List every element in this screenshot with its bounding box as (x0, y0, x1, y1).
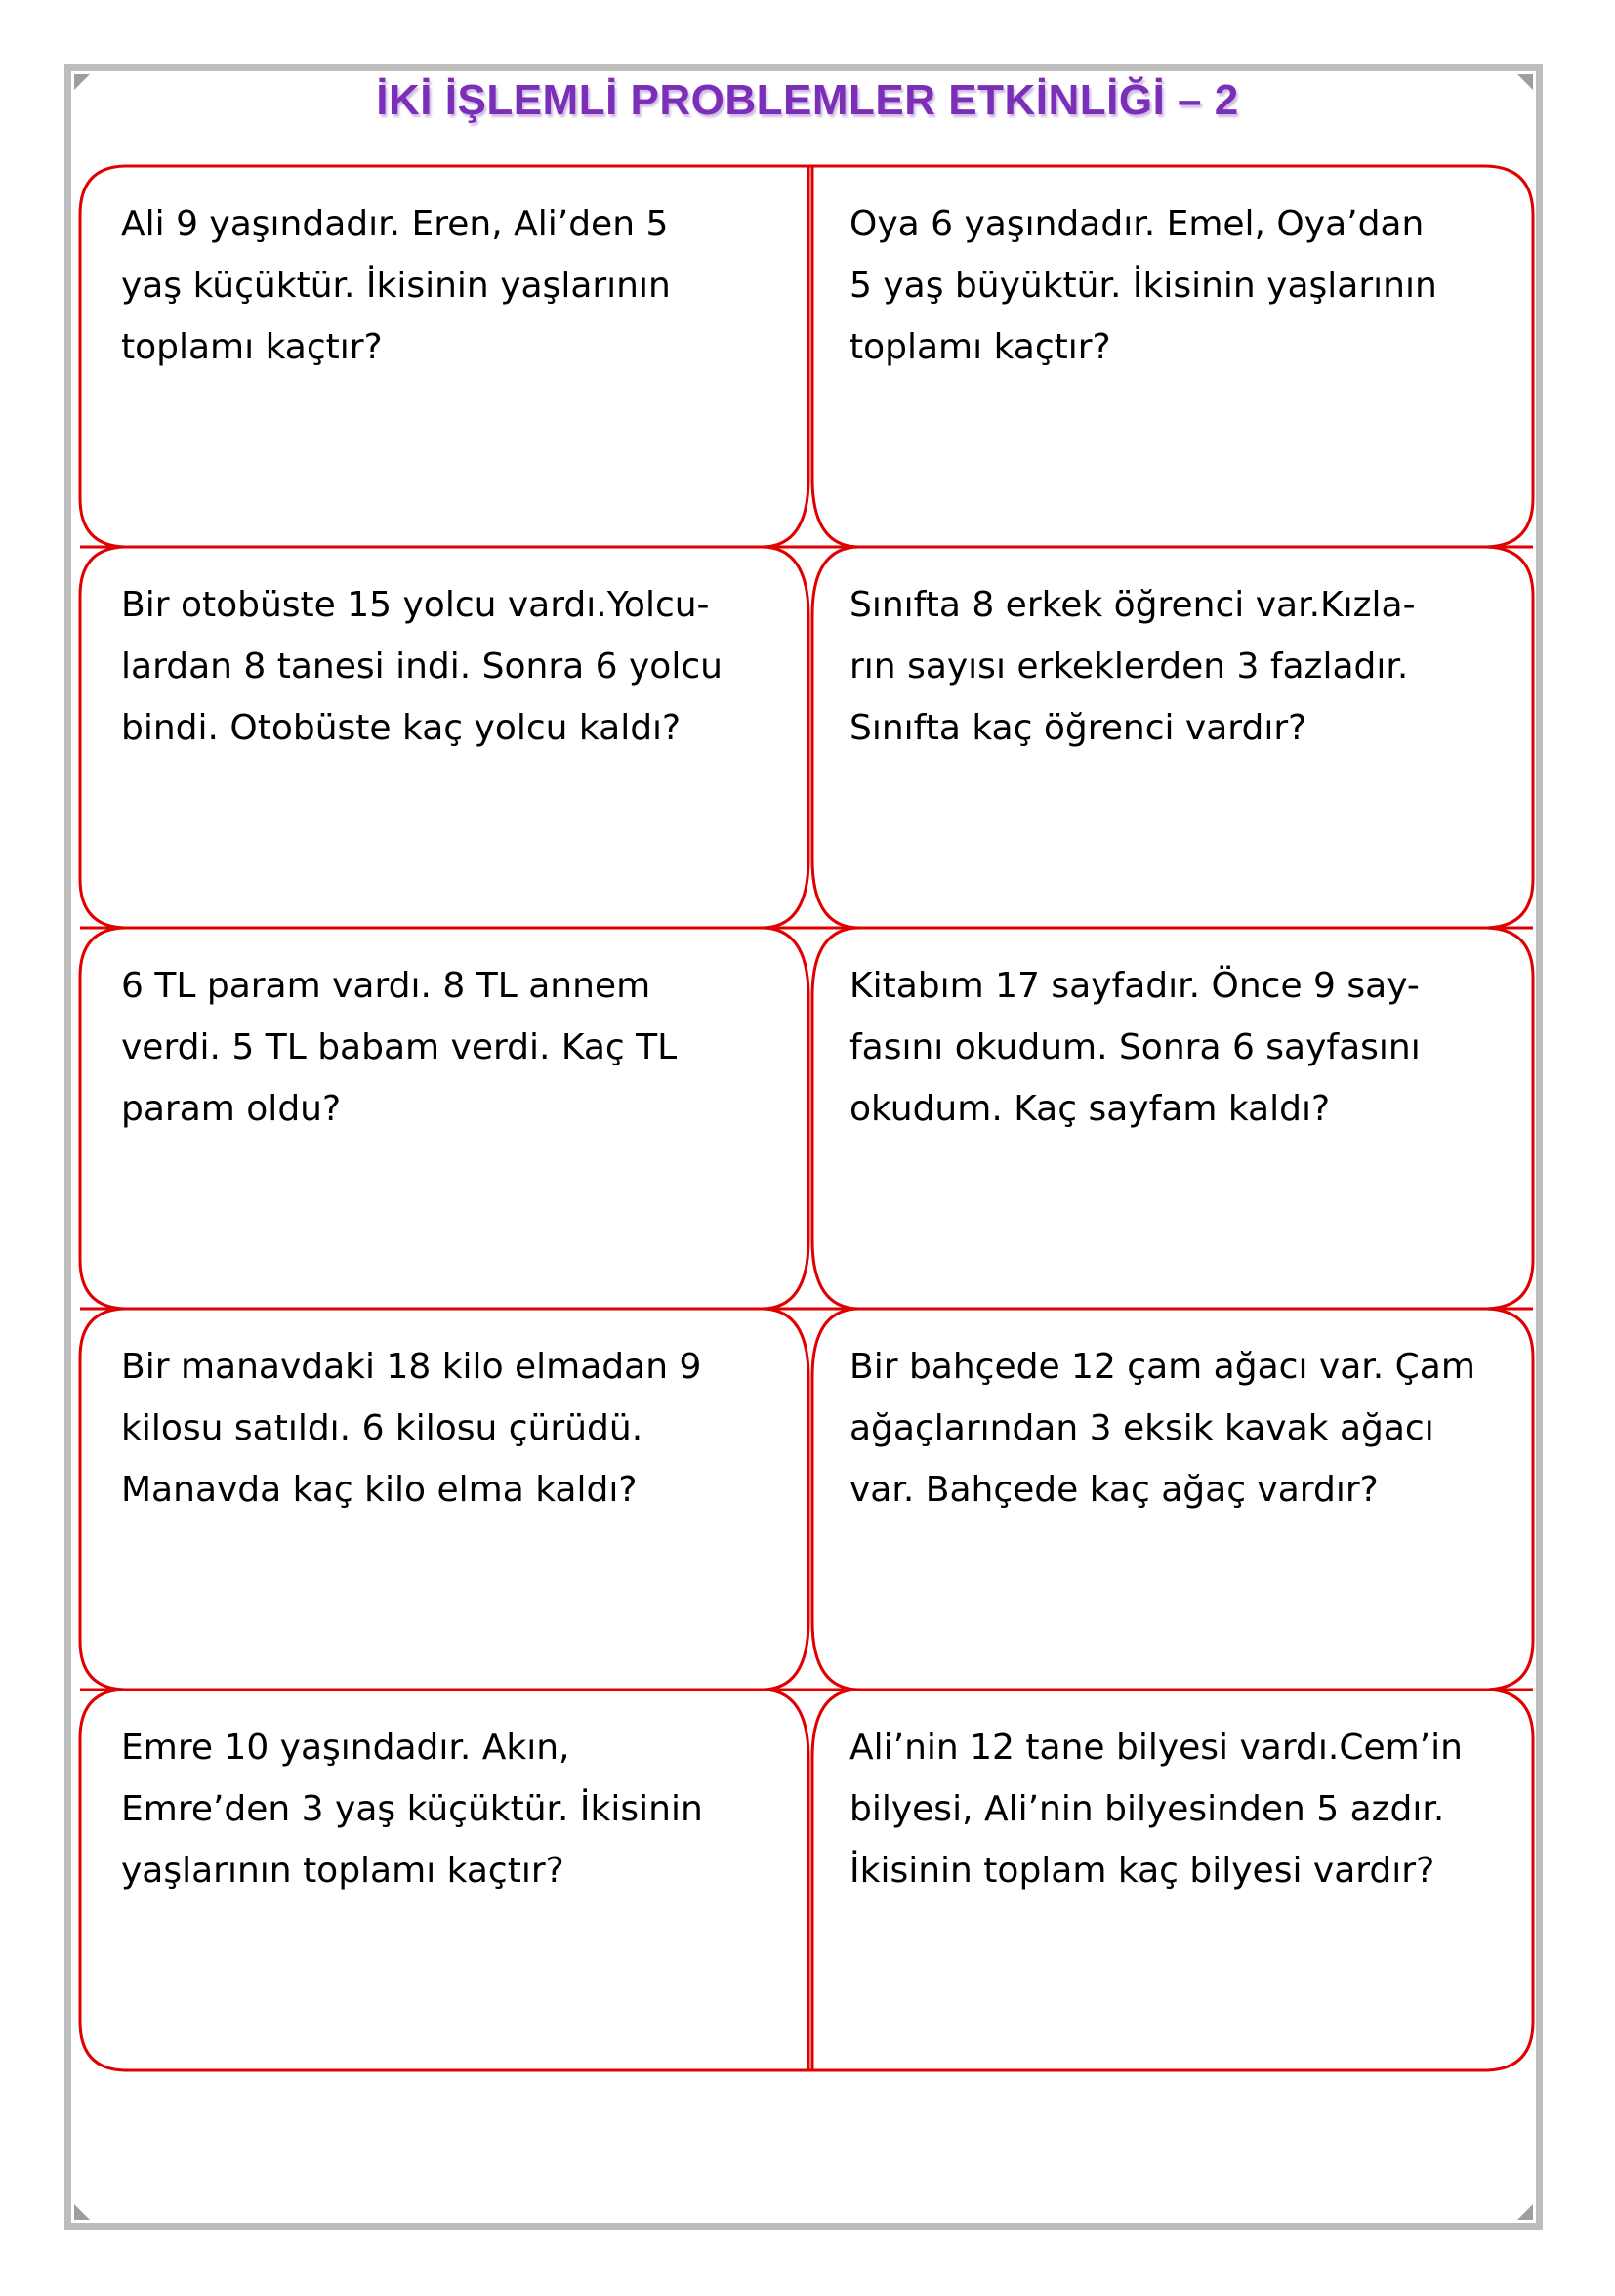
problem-line: lardan 8 tanesi indi. Sonra 6 yolcu (121, 647, 723, 687)
problem-card-1 (121, 193, 785, 378)
problem-line: Sınıfta kaç öğrenci vardır? (849, 708, 1307, 748)
problem-line: Ali’nin 12 tane bilyesi vardı.Cem’in (849, 1728, 1463, 1768)
problem-card-6 (849, 955, 1513, 1140)
problem-line: rın sayısı erkeklerden 3 fazladır. (849, 647, 1409, 687)
problem-card-5 (121, 955, 785, 1140)
problem-card-10 (849, 1717, 1513, 1901)
problem-card-4 (849, 574, 1513, 759)
problem-line: Ali 9 yaşındadır. Eren, Ali’den 5 (121, 204, 669, 244)
problem-line: 5 yaş büyüktür. İkisinin yaşlarının (849, 266, 1437, 306)
problem-line: bilyesi, Ali’nin bilyesinden 5 azdır. (849, 1789, 1445, 1829)
problem-line: Sınıfta 8 erkek öğrenci var.Kızla- (849, 585, 1416, 625)
problem-line: 6 TL param vardı. 8 TL annem (121, 966, 651, 1006)
problem-card-7 (121, 1336, 785, 1521)
problem-line: yaş küçüktür. İkisinin yaşlarının (121, 266, 671, 306)
problem-line: Bir otobüste 15 yolcu vardı.Yolcu- (121, 585, 710, 625)
problem-line: Kitabım 17 sayfadır. Önce 9 say- (849, 966, 1420, 1006)
problem-line: Emre’den 3 yaş küçüktür. İkisinin (121, 1789, 703, 1829)
problem-line: kilosu satıldı. 6 kilosu çürüdü. (121, 1408, 643, 1448)
problem-line: bindi. Otobüste kaç yolcu kaldı? (121, 708, 682, 748)
problem-line: var. Bahçede kaç ağaç vardır? (849, 1470, 1379, 1510)
problem-line: Oya 6 yaşındadır. Emel, Oya’dan (849, 204, 1425, 244)
problem-line: İkisinin toplam kaç bilyesi vardır? (849, 1851, 1435, 1891)
problem-line: Manavda kaç kilo elma kaldı? (121, 1470, 638, 1510)
problem-line: fasını okudum. Sonra 6 sayfasını (849, 1027, 1421, 1067)
problem-card-3 (121, 574, 785, 759)
problem-card-8 (849, 1336, 1513, 1521)
problem-line: yaşlarının toplamı kaçtır? (121, 1851, 564, 1891)
problem-line: okudum. Kaç sayfam kaldı? (849, 1089, 1331, 1129)
problem-line: verdi. 5 TL babam verdi. Kaç TL (121, 1027, 678, 1067)
page-title: İKİ İŞLEMLİ PROBLEMLER ETKİNLİĞİ – 2 (376, 76, 1239, 124)
problem-line: Bir bahçede 12 çam ağacı var. Çam (849, 1347, 1475, 1387)
problem-line: toplamı kaçtır? (849, 327, 1111, 367)
problem-line: Bir manavdaki 18 kilo elmadan 9 (121, 1347, 702, 1387)
problem-line: toplamı kaçtır? (121, 327, 383, 367)
problem-card-9 (121, 1717, 785, 1901)
problem-line: ağaçlarından 3 eksik kavak ağacı (849, 1408, 1434, 1448)
problem-line: param oldu? (121, 1089, 342, 1129)
problem-line: Emre 10 yaşındadır. Akın, (121, 1728, 570, 1768)
problem-card-2 (849, 193, 1513, 378)
